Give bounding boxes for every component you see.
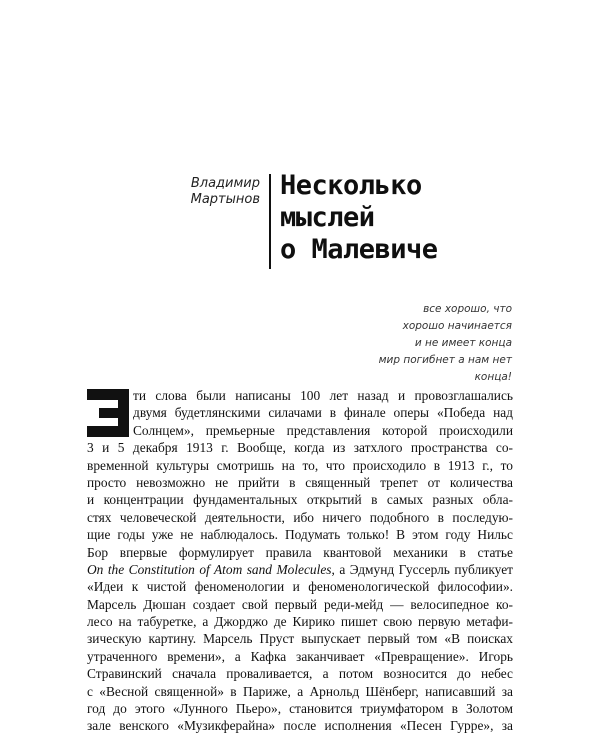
- title-line: о Малевиче: [280, 234, 438, 265]
- body-line: год до этого «Лунного Пьеро», становится триумфатором в Золотом: [87, 701, 513, 717]
- body-line: двумя будетлянскими силачами в финале оперы «Победа над: [133, 405, 513, 421]
- body-line: с «Весной священной» в Париже, а Арнольд Шёнберг, написавший за: [87, 683, 513, 699]
- body-line: [87, 561, 513, 578]
- body-line: Солнцем», премьерные представления которой происходили: [133, 422, 513, 438]
- title-line: Несколько: [280, 170, 422, 201]
- epigraph-line: конца!: [474, 371, 512, 383]
- body-line: временной культуры смотришь на то, что происходило в 1913 г., то: [87, 457, 513, 473]
- body-line: Стравинский сначала проваливается, а потом возносится до небес: [87, 666, 513, 682]
- body-line: лесо на табуретке, а Джорджо де Кирико пишет свою первую метафи-: [87, 614, 513, 630]
- epigraph-line: мир погибнет а нам нет: [378, 354, 512, 366]
- author-name: [150, 176, 260, 208]
- body-line: и концентрации фундаментальных открытий в самых разных обла-: [87, 492, 513, 508]
- article-reference-title: On the Constitution of Atom sand Molecules: [87, 561, 332, 577]
- body-line: 3 и 5 декабря 1913 г. Вообще, когда из затхлого пространства со-: [87, 440, 513, 456]
- body-line-continuation: , а Эдмунд Гуссерль публикует: [331, 561, 513, 577]
- chapter-title: [280, 170, 500, 266]
- author-last-name: Мартынов: [190, 192, 260, 207]
- body-line: зическую картину. Марсель Пруст выпускает первый том «В поисках: [87, 631, 513, 647]
- epigraph-line: и не имеет конца: [414, 337, 512, 349]
- title-divider: [269, 174, 271, 269]
- body-line: Бор впервые формулирует правила квантовой механики в статье: [87, 544, 513, 560]
- author-first-name: Владимир: [190, 176, 260, 191]
- epigraph-line: хорошо начинается: [402, 320, 512, 332]
- body-line: ти слова были написаны 100 лет назад и провозглашались: [133, 388, 513, 403]
- article-body: [87, 387, 513, 735]
- body-line: «Идеи к чистой феноменологии и феноменологической философии».: [87, 579, 513, 595]
- epigraph: [300, 301, 512, 386]
- epigraph-line: все хорошо, что: [423, 303, 512, 315]
- body-line: зале венского «Музикферайна» после исполнения «Песен Гурре», за: [87, 718, 513, 734]
- body-line: утраченного времени», а Кафка заканчивает «Превращение». Игорь: [87, 648, 513, 664]
- body-line: щие годы уже не наблюдалось. Подумать только! В этом году Нильс: [87, 527, 513, 543]
- body-line: стях человеческой деятельности, ибо ничего подобного в последую-: [87, 509, 513, 525]
- body-line: просто невозможно не прийти в священный трепет от количества: [87, 474, 513, 490]
- body-line: Марсель Дюшан создает свой первый реди-мейд — велосипедное ко-: [87, 596, 513, 612]
- title-line: мыслей: [280, 202, 375, 233]
